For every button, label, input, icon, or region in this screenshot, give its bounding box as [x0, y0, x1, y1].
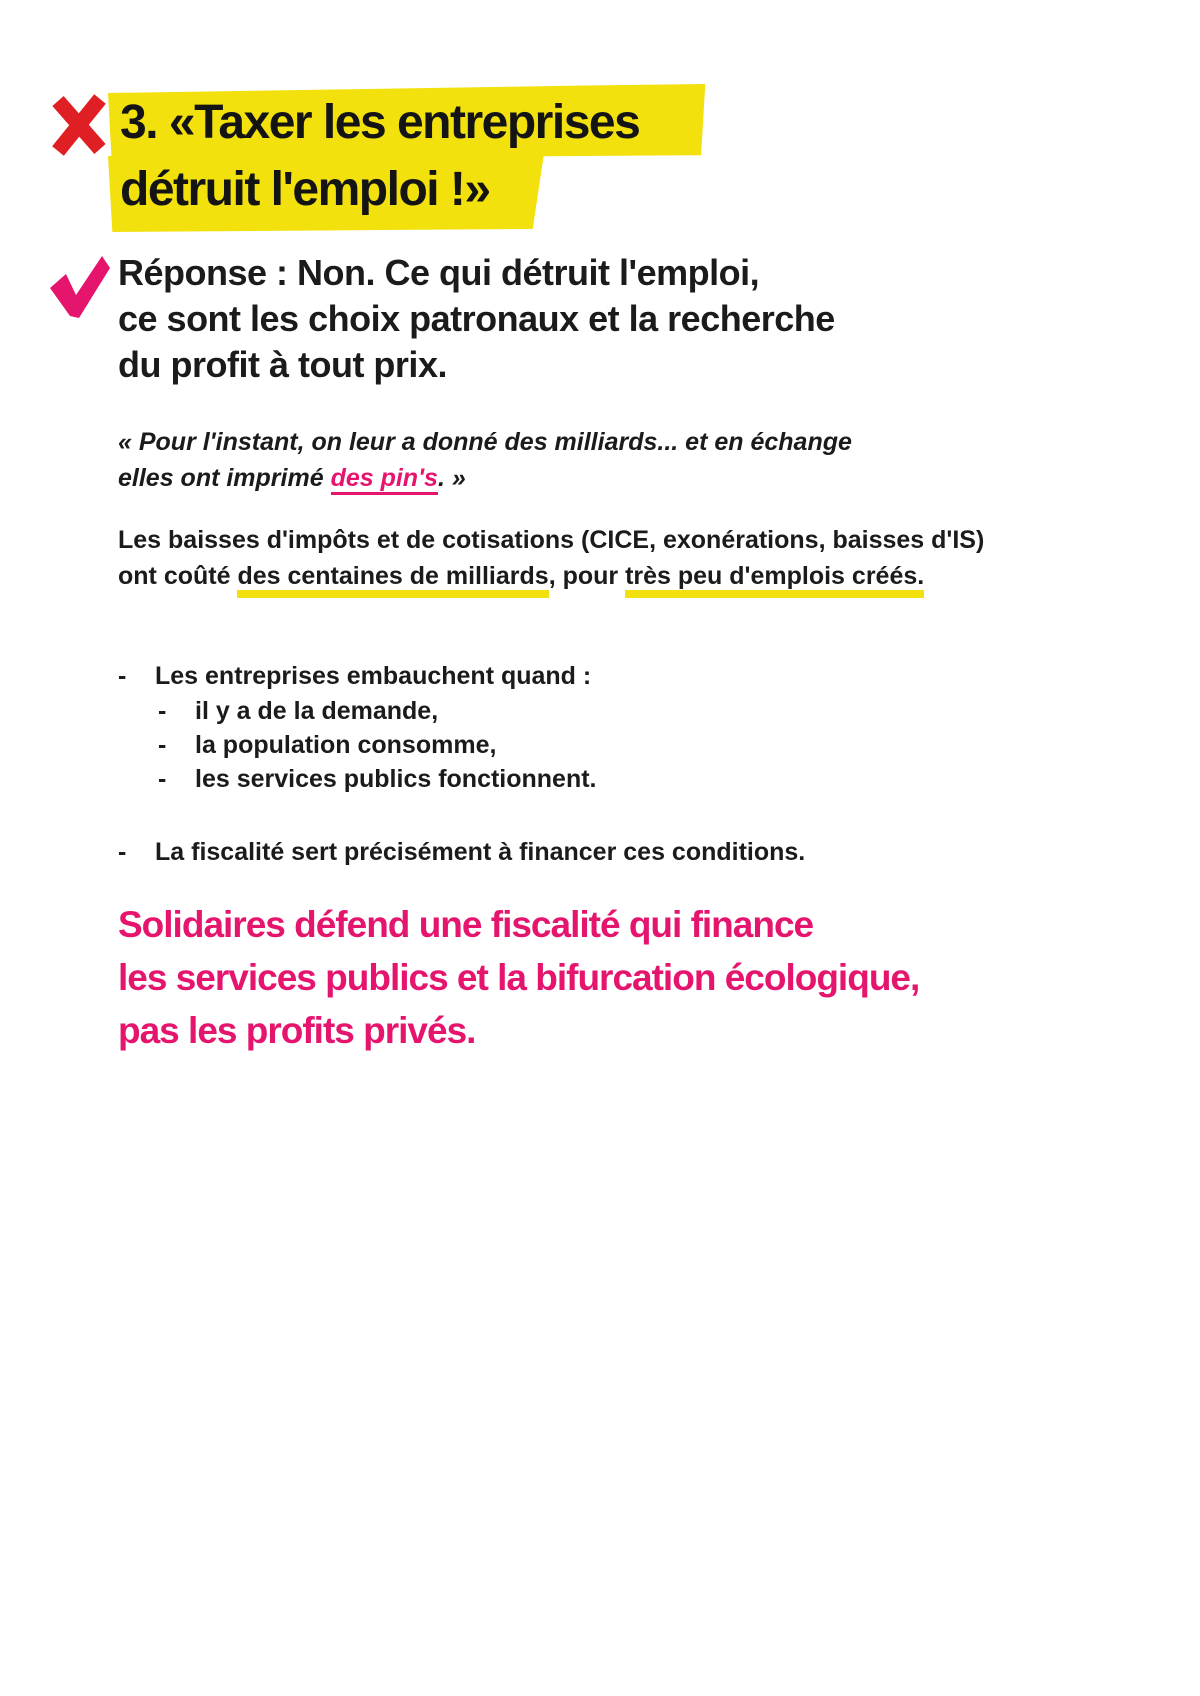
list-item-label: La fiscalité sert précisément à financer ces conditions. — [155, 838, 806, 866]
pins-link[interactable]: des pin's — [331, 464, 438, 495]
conclusion-line1: Solidaires défend une fiscalité qui finance — [118, 904, 814, 945]
sub-item-label: les services publics fonctionnent. — [195, 765, 597, 793]
quote-block — [118, 424, 978, 496]
highlighted-phrase-billions: des centaines de milliards — [237, 562, 548, 598]
conclusion-line3: pas les profits privés. — [118, 1010, 476, 1051]
quote-line2-text: elles ont imprimé — [118, 464, 331, 492]
quote-line2 — [118, 460, 978, 496]
paragraph-line1: Les baisses d'impôts et de cotisations (CICE, exonérations, baisses d'IS) — [118, 526, 985, 554]
answer-block — [118, 250, 1018, 388]
sub-item-label: la population consomme, — [195, 731, 497, 759]
hiring-conditions-list — [118, 660, 1018, 796]
answer-line3: du profit à tout prix. — [118, 344, 447, 385]
sub-item-label: il y a de la demande, — [195, 697, 439, 725]
dash-bullet-icon: - — [158, 765, 167, 793]
conclusion-line2: les services publics et la bifurcation écologique, — [118, 957, 920, 998]
sub-list-item — [158, 695, 1018, 728]
highlighted-phrase-few-jobs: très peu d'emplois créés. — [625, 562, 924, 598]
dash-bullet-icon: - — [158, 697, 167, 725]
list-item — [118, 660, 1018, 693]
list-item-label: Les entreprises embauchent quand : — [155, 662, 592, 690]
conclusion-block — [118, 898, 1168, 1057]
quote-line1: « Pour l'instant, on leur a donné des milliards... et en échange — [118, 428, 852, 456]
dash-bullet-icon: - — [118, 838, 127, 866]
quote-line2-suffix: . » — [437, 464, 466, 492]
check-icon — [46, 252, 110, 322]
tax-cuts-paragraph — [118, 522, 1118, 594]
headline-line1: 3. «Taxer les entreprises — [108, 84, 705, 159]
dash-bullet-icon: - — [118, 662, 127, 690]
answer-line1: Réponse : Non. Ce qui détruit l'emploi, — [118, 252, 760, 293]
sub-list-item — [158, 729, 1018, 762]
headline-line2: détruit l'emploi !» — [108, 156, 544, 232]
x-icon — [50, 92, 108, 156]
answer-line2: ce sont les choix patronaux et la recherche — [118, 298, 835, 339]
sub-list-item — [158, 763, 1018, 796]
sub-list — [158, 695, 1018, 796]
dash-bullet-icon: - — [158, 731, 167, 759]
paragraph-line2-pre: ont coûté — [118, 562, 238, 590]
list-item — [118, 836, 1018, 869]
paragraph-line2-mid: , pour — [548, 562, 626, 590]
fiscality-role-item — [118, 836, 1018, 869]
paragraph-line2 — [118, 558, 1118, 594]
